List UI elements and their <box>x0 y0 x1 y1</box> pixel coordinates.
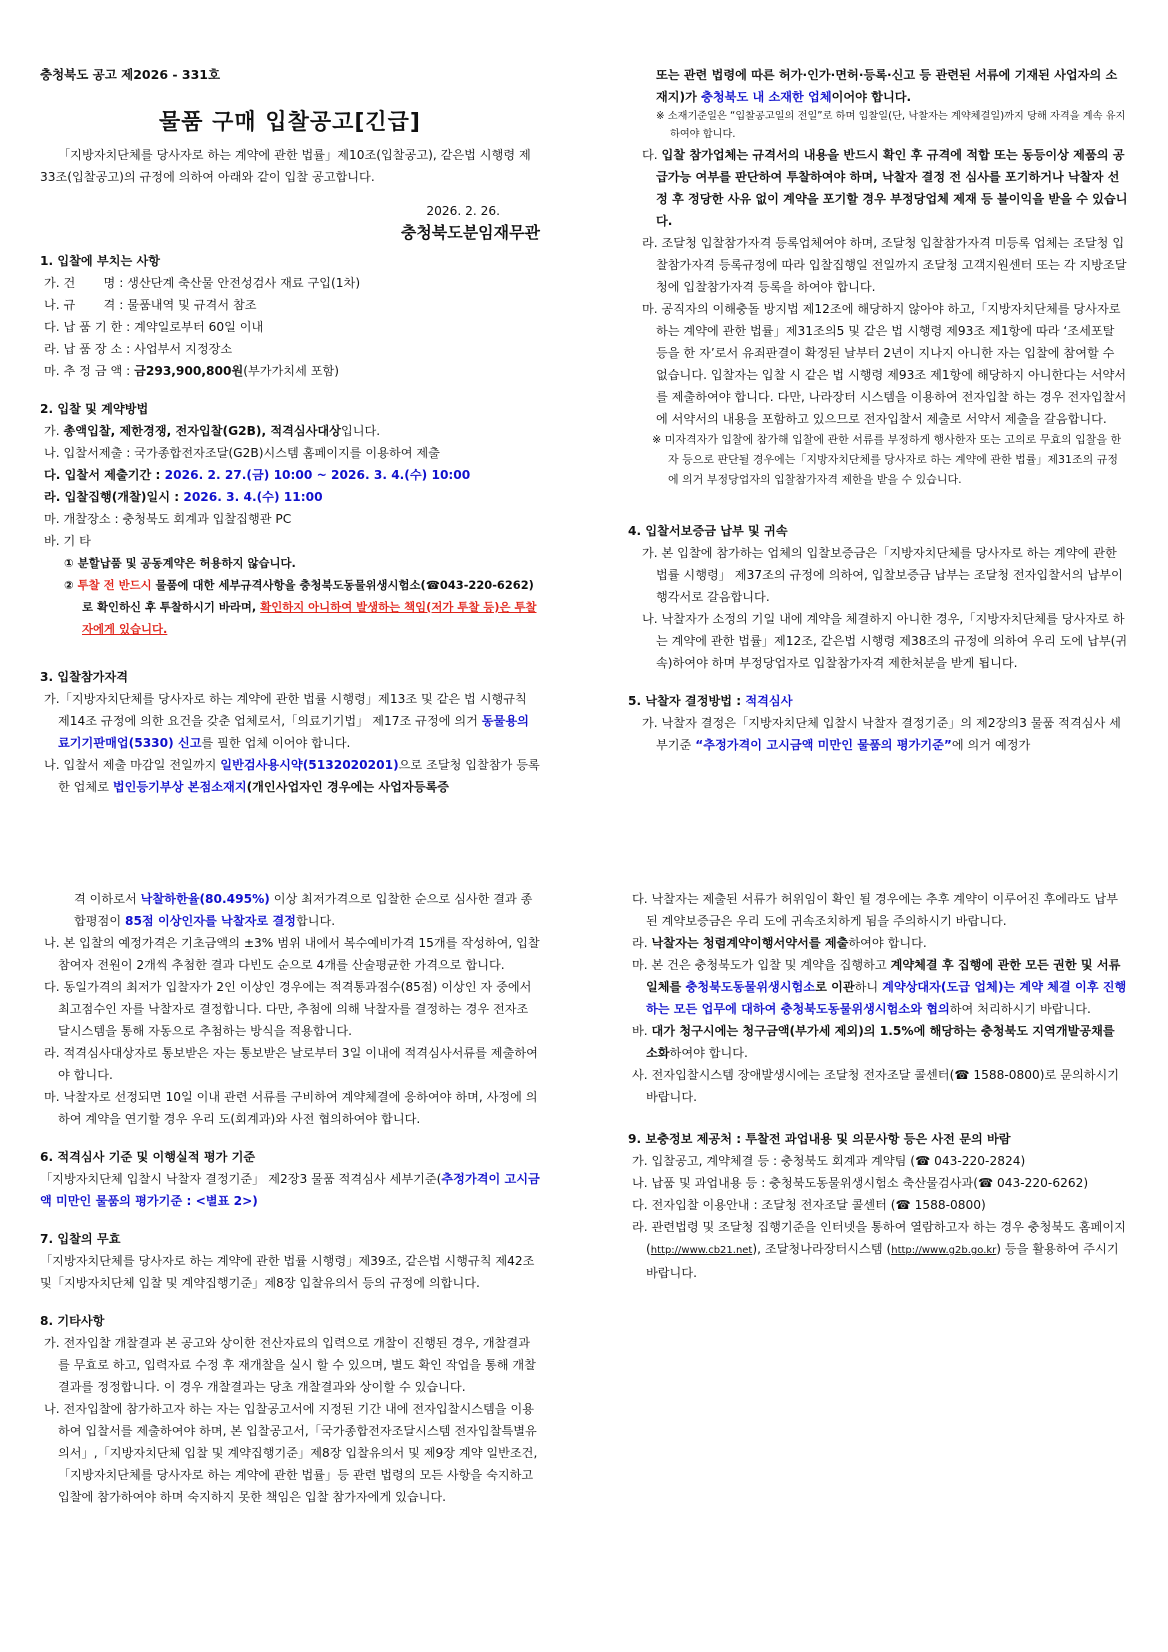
s3-b-text: 나. 입찰서 제출 마감일 전일까지 <box>44 758 221 772</box>
s2-f1: ① 분할납품 및 공동계약은 허용하지 않습니다. <box>64 556 296 570</box>
s2-c-value: 2026. 2. 27.(금) 10:00 ~ 2026. 3. 4.(수) 10:00 <box>164 468 471 482</box>
s2-f2 <box>40 574 540 640</box>
s3-b-blue3: 충청북도 내 소재한 업체 <box>701 90 832 104</box>
s2-a-suffix: 입니다. <box>340 424 381 438</box>
section-9-heading: 9. 보충정보 제공처 : 투찰전 과업내용 및 의문사항 등은 사전 문의 바람 <box>628 1132 1011 1146</box>
s5-a-text3: 이상 최저가격으로 입찰한 순으로 심사한 결과 종합평점이 <box>74 892 533 928</box>
section-1-heading: 1. 입찰에 부치는 사항 <box>40 254 161 268</box>
s8-f-bold: 대가 청구시에는 청구금액(부가세 제외)의 1.5%에 해당하는 충청북도 지역개발공채를 소화 <box>646 1024 1115 1060</box>
s8-f-suffix: 하여야 합니다. <box>669 1046 748 1060</box>
s1-spec: 나. 규 격 : 물품내역 및 규격서 참조 <box>44 298 257 312</box>
issuer: 충청북도분임재무관 <box>400 223 540 242</box>
s2-d-label: 라. 입찰집행(개찰)일시 : <box>44 490 184 504</box>
s2-f: 바. 기 타 <box>44 534 91 548</box>
s2-f2-red: 투찰 전 반드시 <box>77 578 152 592</box>
section-7-heading: 7. 입찰의 무효 <box>40 1232 121 1246</box>
s3-e-note: ※ 미자격자가 입찰에 참가해 입찰에 관한 서류를 부정하게 행사한자 또는 고의로 무효의 입찰을 한 자 등으로 판단될 경우에는「지방자치단체를 당사자로 하는 계약에 관한 법률」제31조의 규정에 의거 부정당업자의 입찰참가자격 제한을 받을 수 있습니다. <box>652 433 1122 486</box>
s9-d-tail: ) 등을 활용하여 주시기 바랍니다. <box>646 1242 1119 1280</box>
s5-a-start <box>628 712 1128 756</box>
intro-text: 「지방자치단체를 당사자로 하는 계약에 관한 법률」제10조(입찰공고), 같은법 시행령 제33조(입찰공고)의 규정에 의하여 아래와 같이 입찰 공고합니다. <box>40 148 531 184</box>
s5-a-blue3: 85점 이상인자를 낙찰자로 결정 <box>124 914 296 928</box>
s8-e-bold: 계약체결 후 집행에 관한 모든 권한 및 서류 일체를 <box>646 958 1121 994</box>
s5-a-continued <box>40 888 540 932</box>
s1-place: 라. 납 품 장 소 : 사업부서 지정장소 <box>44 342 233 356</box>
s9-a: 가. 입찰공고, 계약체결 등 : 충청북도 회계과 계약팀 (☎ 043-220-2824) <box>632 1154 1026 1168</box>
s5-d: 라. 적격심사대상자로 통보받은 자는 통보받은 날로부터 3일 이내에 적격심사서류를 제출하여야 합니다. <box>44 1046 538 1082</box>
s3-b-tail: 이어야 합니다. <box>831 90 912 104</box>
s5-c: 다. 동일가격의 최저가 입찰자가 2인 이상인 경우에는 적격통과점수(85점) 이상인 자 중에서 최고점수인 자를 낙찰자로 결정합니다. 다만, 추첨에 의해 낙찰자를 결정하는 경우 전자조달시스템을 통해 자동으로 추첨하는 방식을 적용합니다. <box>44 980 532 1038</box>
s4-b: 나. 낙찰자가 소정의 기일 내에 계약을 체결하지 아니한 경우,「지방자치단체를 당사자로 하는 계약에 관한 법률」제12조, 같은법 시행령 제38조의 규정에 의하여 우리 도에 납부(귀속)하여야 하며 부정당업자로 입찰참가자격 제한처분을 받게 됩니다. <box>642 612 1128 670</box>
s3-a-tail: 를 필한 업체 이어야 합니다. <box>201 736 351 750</box>
s3-b-blue2: 법인등기부상 본점소재지 <box>112 780 247 794</box>
s8-a: 가. 전자입찰 개찰결과 본 공고와 상이한 전산자료의 입력으로 개찰이 진행된 경우, 개찰결과를 무효로 하고, 입력자료 수정 후 재개찰을 실시 할 수 있으며, 별도 확인 작업을 통해 개찰결과를 정정합니다. 이 경우 개찰결과는 당초 개찰결과와 상이할 수 있습니다. <box>44 1336 536 1394</box>
column-top-left <box>40 64 540 798</box>
section-8-heading: 8. 기타사항 <box>40 1314 105 1328</box>
s1-price <box>40 360 540 382</box>
s2-c <box>40 464 540 486</box>
s8-f <box>628 1020 1128 1064</box>
s3-c-bold: 입찰 참가업체는 규격서의 내용을 반드시 확인 후 규격에 적합 또는 동등이상 제품의 공급가능 여부를 판단하여 투찰하여야 하며, 낙찰자 결정 전 심사를 포기하거나 낙찰자 선정 후 정당한 사유 없이 계약을 포기할 경우 부정당업체 제재 등 불이익을 받을 수 있습니다. <box>656 148 1128 228</box>
g2b-link[interactable]: http://www.g2b.go.kr <box>891 1245 997 1256</box>
s5-heading-blue: 적격심사 <box>745 694 793 708</box>
cb21-link[interactable]: http://www.cb21.net <box>650 1245 753 1256</box>
s8-e-blue: 충청북도동물위생시험소 <box>685 980 816 994</box>
s2-d <box>40 486 540 508</box>
section-5-heading <box>628 690 1128 712</box>
s2-c-label: 다. 입찰서 제출기간 : <box>44 468 165 482</box>
s1-price-value: 금293,900,800원 <box>134 364 244 378</box>
column-bottom-left <box>40 888 540 1508</box>
notice-number: 충청북도 공고 제2026 - 331호 <box>40 67 221 82</box>
s2-f2-mid: 물품에 대한 세부규격사항을 충청북도동물위생시험소(☎043-220-6262)로 확인하신 후 투찰하시기 바라며, <box>82 578 534 614</box>
s8-c: 다. 낙찰자는 제출된 서류가 허위임이 확인 될 경우에는 추후 계약이 이루어진 후에라도 납부된 계약보증금은 우리 도에 귀속조치하게 됨을 주의하시기 바랍니다. <box>632 892 1118 928</box>
s1-price-label: 마. 추 정 금 액 : <box>44 364 135 378</box>
section-6-heading: 6. 적격심사 기준 및 이행실적 평가 기준 <box>40 1150 256 1164</box>
section-3-heading: 3. 입찰참가자격 <box>40 670 128 684</box>
notice-date: 2026. 2. 26. <box>426 204 500 218</box>
s8-e-tail: 하여 처리하시기 바랍니다. <box>949 1002 1091 1016</box>
s3-d: 라. 조달청 입찰참가자격 등록업체여야 하며, 조달청 입찰참가자격 미등록 업체는 조달청 입찰참가자격 등록규정에 따라 입찰집행일 전일까지 조달청 고객지원센터 또는 각 지방조달청에 입찰참가자격 등록을 하여야 합니다. <box>642 236 1127 294</box>
s6-body-text: 「지방자치단체 입찰시 낙찰자 결정기준」 제2장3 물품 적격심사 세부기준( <box>40 1172 442 1186</box>
s2-a <box>40 420 540 442</box>
s8-e-text: 마. 본 건은 충청북도가 입찰 및 계약을 집행하고 <box>632 958 891 972</box>
s2-e: 마. 개찰장소 : 충청북도 회계과 입찰집행관 PC <box>44 512 292 526</box>
s8-e-text2: 하니 <box>854 980 883 994</box>
s5-a-blue2: 낙찰하한율(80.495%) <box>140 892 270 906</box>
s3-b-blue: 일반검사용시약(5132020201) <box>220 758 399 772</box>
s3-a-blue: 동물용의료기기판매업(5330) 신고 <box>58 714 529 750</box>
s1-name: 가. 건 명 : 생산단계 축산물 안전성검사 재료 구입(1차) <box>44 276 361 290</box>
s8-e-bold2: 로 이관 <box>815 980 855 994</box>
s8-d-prefix: 라. <box>632 936 652 950</box>
s5-e: 마. 낙찰자로 선정되면 10일 이내 관련 서류를 구비하여 계약체결에 응하여야 하며, 사정에 의하여 계약을 연기할 경우 우리 도(회계과)와 사전 협의하여야 합니다. <box>44 1090 538 1126</box>
s9-d <box>628 1216 1128 1284</box>
s2-a-prefix: 가. <box>44 424 64 438</box>
s3-a-text: 가.「지방자치단체를 당사자로 하는 계약에 관한 법률 시행령」제13조 및 같은 법 시행규칙 제14조 규정에 의한 요건을 갖춘 업체로서,「의료기기법」 제17조 규정에 의거 <box>44 692 527 728</box>
s3-c <box>628 144 1128 232</box>
column-top-right <box>628 64 1128 756</box>
s8-d-bold: 낙찰자는 청렴계약이행서약서를 제출 <box>651 936 849 950</box>
s5-b: 나. 본 입찰의 예정가격은 기초금액의 ±3% 범위 내에서 복수예비가격 15개를 작성하여, 입찰 참여자 전원이 2개씩 추첨한 결과 다빈도 순으로 4개를 산술평균한 가격으로 합니다. <box>44 936 540 972</box>
s8-e-blue2: 계약상대자(도급 업체)는 계약 체결 이후 진행하는 모든 업무에 대하여 충청북도동물위생시험소와 협의 <box>646 980 1127 1016</box>
s5-a-tail: 합니다. <box>295 914 336 928</box>
s1-price-note: (부가가치세 포함) <box>243 364 340 378</box>
s3-b-continued <box>628 64 1128 108</box>
s3-b-text2: 으로 조달청 입찰참가 등록한 업체로 <box>58 758 540 794</box>
s3-b-overflow-start: (개인사업자인 경우에는 사업자등록증 <box>246 780 450 794</box>
s8-b: 나. 전자입찰에 참가하고자 하는 자는 입찰공고서에 지정된 기간 내에 전자입찰시스템을 이용하여 입찰서를 제출하여야 하며, 본 입찰공고서,「국가종합전자조달시스템 전자입찰특별유의서」,「지방자치단체 입찰 및 계약집행기준」제8장 입찰유의서 및 제9장 계약 일반조건,「지방자치단체를 당사자로 하는 계약에 관한 법률」등 관련 법령의 모든 사항을 숙지하고 입찰에 참가하여야 하며 숙지하지 못한 책임은 입찰 참가자에게 있습니다. <box>44 1402 538 1504</box>
s2-a-bold: 총액입찰, 제한경쟁, 전자입찰(G2B), 적격심사대상 <box>63 424 341 438</box>
s5-a-blue: “추정가격이 고시금액 미만인 물품의 평가기준” <box>695 738 952 752</box>
s2-f2-red-underline: 확인하지 아니하여 발생하는 책임(저가 투찰 등)은 투찰자에게 있습니다. <box>82 600 537 636</box>
s1-deadline: 다. 납 품 기 한 : 계약일로부터 60일 이내 <box>44 320 264 334</box>
s8-f-prefix: 바. <box>632 1024 652 1038</box>
s5-a-text: 가. 낙찰자 결정은「지방자치단체 입찰시 낙찰자 결정기준」의 제2장의3 물품 적격심사 세부기준 <box>642 716 1121 752</box>
s3-e: 마. 공직자의 이해충돌 방지법 제12조에 해당하지 않아야 하고,「지방자치단체를 당사자로 하는 계약에 관한 법률」제31조의5 및 같은 법 시행령 제93조 제1항에 따라 ‘조세포탈 등을 한 자’로서 유죄판결이 확정된 날부터 2년이 지나지 아니한 자는 입찰에 참여할 수 없습니다. 입찰자는 입찰 시 같은 법 시행령 제93조 제1항에 해당하지 아니한다는 서약서를 제출하여야 합니다. 다만, 나라장터 시스템을 이용하여 전자입찰 하는 경우 전자입찰서에 서약서의 내용을 포함하고 있으므로 전자입찰서 제출로 서약서 제출을 갈음합니다. <box>642 302 1127 426</box>
s6-body <box>40 1168 540 1212</box>
s9-c: 다. 전자입찰 이용안내 : 조달청 전자조달 콜센터 (☎ 1588-0800) <box>632 1198 986 1212</box>
s7-body: 「지방자치단체를 당사자로 하는 계약에 관한 법률 시행령」제39조, 같은법 시행규칙 제42조 및「지방자치단체 입찰 및 계약집행기준」제8장 입찰유의서 등의 규정에 의합니다. <box>40 1254 535 1290</box>
s9-d-text: 라. 관련법령 및 조달청 집행기준을 인터넷을 통하여 열람하고자 하는 경우 충청북도 홈페이지( <box>632 1220 1126 1256</box>
section-4-heading: 4. 입찰서보증금 납부 및 귀속 <box>628 524 788 538</box>
column-bottom-right <box>628 888 1128 1284</box>
s3-b-start <box>40 754 540 798</box>
s2-f2-num: ② <box>64 578 78 592</box>
s8-e <box>628 954 1128 1020</box>
s3-b-note: ※ 소재기준일은 “입찰공고일의 전일”로 하며 입찰일(단, 낙찰자는 계약체결일)까지 당해 자격을 계속 유지하여야 합니다. <box>656 111 1126 140</box>
s6-body-blue: 추정가격이 고시금액 미만인 물품의 평가기준 : <별표 2>) <box>40 1172 540 1208</box>
s2-d-value: 2026. 3. 4.(수) 11:00 <box>183 490 323 504</box>
s3-c-prefix: 다. <box>642 148 662 162</box>
s3-a <box>40 688 540 754</box>
s5-a-cont-text: 격 이하로서 <box>74 892 141 906</box>
s9-d-text2: ), 조달청나라장터시스템 ( <box>752 1242 892 1256</box>
s8-d <box>628 932 1128 954</box>
s5-a-tail-start: 에 의거 예정가 <box>951 738 1031 752</box>
section-2-heading: 2. 입찰 및 계약방법 <box>40 402 149 416</box>
s9-b: 나. 납품 및 과업내용 등 : 충청북도동물위생시험소 축산물검사과(☎ 043-220-6262) <box>632 1176 1089 1190</box>
s8-g: 사. 전자입찰시스템 장애발생시에는 조달청 전자조달 콜센터(☎ 1588-0800)로 문의하시기 바랍니다. <box>632 1068 1120 1104</box>
s4-a: 가. 본 입찰에 참가하는 업체의 입찰보증금은「지방자치단체를 당사자로 하는 계약에 관한 법률 시행령」 제37조의 규정에 의하여, 입찰보증금 납부는 조달청 전자입찰서의 납부이행각서로 갈음합니다. <box>642 546 1123 604</box>
s8-d-suffix: 하여야 합니다. <box>848 936 927 950</box>
s5-heading-prefix: 5. 낙찰자 결정방법 : <box>628 694 746 708</box>
s2-b: 나. 입찰서제출 : 국가종합전자조달(G2B)시스템 홈페이지를 이용하여 제출 <box>44 446 440 460</box>
page-title: 물품 구매 입찰공고[긴급] <box>159 110 421 135</box>
s3-b-continued-text: 또는 관련 법령에 따른 허가·인가·면허·등록·신고 등 관련된 서류에 기재된 사업자의 소재지)가 <box>656 68 1118 104</box>
